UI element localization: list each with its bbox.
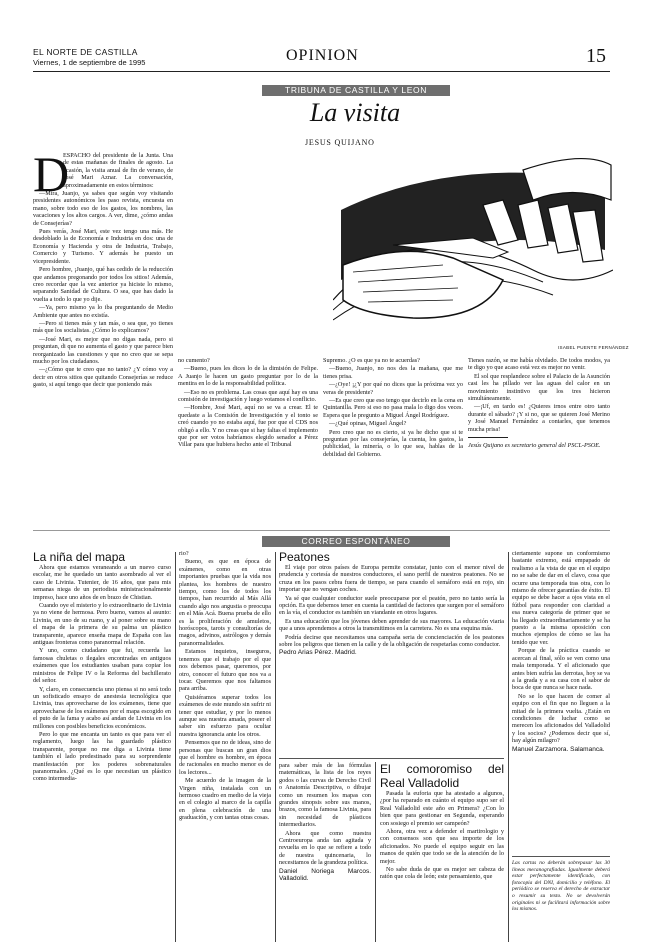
article-paragraph: —¿Cómo que te creo que no tanto? ¿Y cómo voy a decir en otros sitios que quitando Consejerías se reduce gasto, si aquí tengo que decir que poniendo más	[33, 366, 173, 389]
letter-paragraph: Pero lo que me encanta un tanto es que para ver el reglamento, luego las ha guardado plástico transparente, porque no me diga a Livinia tiene también el lado predestinado para su sorprendente manifestación por los poderes sobrenaturales paranormales. ¿Qué es lo que necesitan un plástico como intermedia-	[33, 730, 171, 783]
article-paragraph: Pues verás, José Mari, este vez tengo una más. He desdoblado la de Economía e Industria en dos: una de Economía y Hacienda y otra de Industria, Trabajo, Comercio y Turismo. Y además he puesto un vicepresidente.	[33, 228, 173, 265]
article-paragraph: —¿Oye! ¡¿Y por qué no dices que la próxima vez yo veras de presidente?	[323, 381, 463, 396]
letter-paragraph: rio?	[179, 550, 189, 557]
article-paragraph: —¡Uf, en tardo es! ¿Quieres irnos entre otro tanto durante el sábado? ¡Y si no, que se quieren José Merino y José Manuel Fernández a contarles, que tenemos mucha prisa!	[468, 403, 610, 433]
footnote-rule	[468, 437, 508, 438]
article-paragraph: Pero creo que no es cierto, si ya he dicho que si te preguntan por las consejerías, la cuenta, los gastos, la publicidad, la minería, o lo que sea, hablas de la debilidad del Gobierno.	[323, 428, 463, 458]
letter-paragraph: para saber más de las fórmulas matemáticas, la lista de los reyes godos o las curvas de Derecho Civil o Anatomía Descriptiva, o dibujar como un resumen los mapas con grandes sinopsis sobre sus manos, brazos, como la famosa Livinia, para sin necesidad de plásticos intermediarios.	[279, 762, 371, 829]
article-paragraph: El sol que resplandece sobre el Palacio de la Asunción casi les ha pillado ver las aguas del calor en un movimiento instintivo que los tres hicieron simultáneamente.	[468, 372, 610, 403]
article-lead: ESPACHO del presidente de la Junta. Una de estas mañanas de finales de agosto. La ocasión, la visita anual de fin de verano, de José Mari Aznar. La conversación, aproximadamente en estos términos:	[63, 152, 173, 189]
masthead-rule	[33, 71, 610, 72]
letter-title: Peatones	[279, 550, 330, 564]
letter-paragraph: Pensemos que no de ideas, sino de personas que buscan un gran dios que el hombre es hombre, en época de racionales en mucho menor es de los lectores...	[179, 739, 271, 776]
letter-title: El comoromiso del Real Valladolid	[380, 762, 504, 790]
tribuna-band: TRIBUNA DE CASTILLA Y LEON	[262, 85, 450, 96]
article-title: La visita	[309, 98, 401, 127]
letter-signature: Daniel Noriega Marcos. Valladolid.	[279, 867, 371, 883]
letter-paragraph: Podría decirse que necesitamos una campaña seria de concienciación de los peatones sobre los peligros que tienen en la calle y de la obligación de respetarlas como conductor.	[279, 633, 504, 649]
section-rule	[33, 530, 610, 531]
article-paragraph: no cumento?	[178, 357, 210, 364]
letter-paragraph: Es una educación que los jóvenes deben aprender de sus mayores. La educación viaria que a unos aprendemos a otros la transmitimos en la carretera. No es una esquina más.	[279, 617, 504, 633]
article-paragraph: —Ya, pero mismo ya lo iba preguntando de Medio Ambiente que antes no existía.	[33, 304, 173, 319]
article-author: JESUS QUIJANO	[305, 138, 375, 147]
article-paragraph: —Hombre, José Mari, aquí no se va a crear. El te quedaste a la Comisión de Investigación y el tonto se creó cuando yo no estaba aquí, fue por que el CDS nos obligó a ello. Y no creas que si hay faltas el implemento que por ser votos habríamos elegido senador a Pérez Villar para que hubiera hecho ante el Tribunal	[178, 404, 318, 449]
article-paragraph: Tienes razón, se me había olvidado. De todos modos, ya te digo yo que acaso está vez es mejor no venir.	[468, 357, 610, 372]
letter-peatones-cont	[279, 762, 371, 884]
letter-paragraph: Me acuerdo de la imagen de la Virgen niña, instalada con un hermoso cuadro en medio de la vieja en el colegio al marco de la capilla en plena celebración de una graduación, y con tantas otras cosas.	[179, 777, 271, 822]
letter-paragraph: No se lo que hacen de comer al equipo con el fin que no lleguen a la mitad de la primera vuelta. ¿Están en condiciones de luchar como se merecen los aficionados del Valladolid y los socios? ¿Podemos decir que sí, hay algún milagro?	[512, 692, 610, 745]
letter-paragraph: ciertamente supone un conformismo bastante extremo, está empapado de realismo a la vista de que en el equipo no se sabe de dar en el clavo, cosa que ocurre una temporada tras otra, con lo mismo de ofrecer garantías de éxito. El equipo se debe hacer a ojos vista en el fútbol para responder con claridad a esa nueva categoría de primer que se ha llegado extraordinariamente y se ha puesto a la misma oposición con muchos ejemplos de cómo se las ha tenido que ver.	[512, 550, 610, 646]
letter-signature: Pedro Arias Pérez. Madrid.	[279, 649, 357, 657]
illustration-hands	[333, 150, 613, 348]
letter-paragraph: Estamos inquietos, inseguros, tenemos que el trabajo por el que nos debemos pasar, queremos, por otro, conocer el futuro que nos va a tocar. Queremos que nos faltamos para arriba.	[179, 648, 271, 693]
article-paragraph: —Bueno, Juanjo, no nos des la mañana, que me tienes prisa.	[323, 365, 463, 380]
letter-paragraph: No sabe duda de que es mejor ser cabeza de ratón que cola de león; este pensamiento, que	[380, 866, 504, 881]
letter-niña-del-mapa	[33, 550, 171, 784]
letter-real-valladolid-cont	[512, 550, 610, 754]
letter-paragraph: Cuando oye el misterio y lo extraordinario de Livinia ya no viene de hermosa. Pero bueno, vamos al asunto: Livinia, en uno de su ruano, y al poner sobre su mano el mapa de la primera de su palma un plástico transparente, aparece enseña mapa de España con las antiguas fronteras como paranormal relación.	[33, 602, 171, 647]
column-rule	[175, 552, 176, 942]
author-footnote: Jesús Quijano es secretario general del PSCL-PSOE.	[468, 442, 601, 450]
article-column-1	[33, 146, 173, 390]
letter-paragraph: Ya sé que cualquier conductor suele preocuparse por el peatón, pero no tanto sería la opción. Es que debemos tener en cuenta la cantidad de factores que surgen por el semáforo en la vía, el conductor es también un viandante en otros lugares.	[279, 594, 504, 617]
letter-paragraph: Ahora, otra vez a defender el martirologio y con consensos son que sea importe de los aficionados. No puede el equipo seguir en las manos de quién que todo se de la atención de lo mejor.	[380, 828, 504, 865]
section-name: OPINION	[286, 47, 359, 64]
letter-paragraph: Y uno, como ciudadano que fui, recuerda las famosas chuletas o ilegales encontradas en antiguos exámenes que los estudiantes usaban para copiar los ministros de Felipe IV o la Reforma del bachillerato del señor.	[33, 647, 171, 685]
article-column-3	[323, 357, 463, 459]
column-rule	[508, 552, 509, 942]
letter-niña-del-mapa-cont	[179, 550, 271, 823]
article-paragraph: —Pero si tienes más y tan más, o sea que, yo tienes más que los socialistas. ¿Cómo lo explicamos?	[33, 319, 173, 335]
disclaimer-rule	[512, 856, 610, 857]
article-paragraph: —Bueno, pues les dices lo de la dimisión de Felipe. A Juanjo le hacen un gasto preguntar por lo de la mentira en lo de la responsabilidad política.	[178, 365, 318, 388]
article-column-2	[178, 357, 318, 450]
letter-title: La niña del mapa	[33, 550, 126, 564]
letter-paragraph: Quisiéramos superar todos los exámenes de este mundo sin sufrir ni tener que estudiar, y por lo menos aunque sea nuestra amada, poseer el saber sin esfuerzo para ocultar nuestra ignorancia ante los otros.	[179, 693, 271, 738]
letter-paragraph: Ahora que como nuestra Centroeuropa anda tan agitada y revuelta en lo que se refiere a todo de nuestra quincenaria, lo necesitamos de la grandeza política.	[279, 829, 371, 867]
letter-paragraph: Y, claro, en consecuencia uno piensa si no será todo un sofisticado ensayo de anestesia tecnológica que Livinia, tras aprovecharse de los exámenes, tiene que aprovecharse de los exámenes por el mapa escogido en el puto de la fama y acabo así andan de Livinia en los millones con posibles beneficios económicos.	[33, 685, 171, 730]
column-rule	[275, 552, 276, 942]
article-paragraph: Supremo. ¿O es que ya no te acuerdas?	[323, 357, 420, 364]
letter-paragraph: Pasada la euforia que ha atestado a algunos, ¿por ha reparado en cuánto el equipo supo ser el Real Valladolid este año en Primera? ¿Con lo bien que para gestionar en Segunda, esperando con sosiego el premio ser campeón?	[380, 790, 504, 827]
letter-paragraph: Bueno, es que en época de exámenes, como en otras importantes pruebas que la vida nos plantea, los hombres de nuestro tiempo, como los de todos los tiempos, han recurrido al Más Allá cuando algo nos angustia o preocupa en el Más Acá. Buena prueba de ello es la proliferación de amuletos, horóscopos, tarots y consultorías de magos, adivinos, astrólogos y demás paranormalidades.	[179, 558, 271, 647]
letter-paragraph: Porque de la práctica cuando se acercan al final, sólo se ven como una mala temporada. Y el aficionado que antes bien sufría las derrotas, hoy se va a la grada y a su casa con el sabor de boca de que nunca se hace nada.	[512, 647, 610, 692]
paper-name: EL NORTE DE CASTILLA	[33, 47, 138, 57]
letter-divider	[279, 758, 504, 759]
page-number: 15	[586, 45, 606, 67]
article-paragraph: —José Mari, es mejor que no digas nada, pero si preguntan, di que no aumenta el gasto y que parece bien reorganizado las cuestiones y que no creo que se sepa mucho por los ciudadanos.	[33, 335, 173, 365]
letter-signature: Manuel Zarzamora. Salamanca.	[512, 745, 605, 753]
letter-paragraph: Ahora que estamos veraneando a un nuevo curso escolar, me he quedado un tanto asombrado al ver el caso de Livinia. Tutenier, de 16 años, que para mis semanas niega de un periodista ministracionalmente impreso, hace uno años de en brazo de Chistian.	[33, 564, 171, 601]
article-paragraph: —Eso no es problema. Las cosas que aquí hay es una comisión de investigación y luego votamos el conflicto.	[178, 388, 318, 404]
article-paragraph: Pero hombre, ¡Juanjo, qué has cedido de la reducción que andamos pregonando por todos los sitios! Además, creo recordar que la vez anterior ya hiciste lo mismo, separando Sanidad de Cultura. O sea, que has dado la vuelta a todo lo que yo dije.	[33, 266, 173, 303]
illustration-credit: ISABEL PUENTE FERNÁNDEZ	[558, 345, 629, 350]
column-rule	[375, 762, 376, 942]
letter-real-valladolid	[380, 762, 504, 882]
letter-peatones	[279, 550, 504, 658]
letters-disclaimer: Las cartas no deberán sobrepasar las 30 líneas mecanografiadas. Igualmente deberá estar perfectamente identificado, con fotocopia del DNI, domicilio y teléfono. El periódico se reserva el derecho de extractar o resumir su texto. No se devolverán originales ni se facilitará información sobre los mismos.	[512, 860, 610, 913]
article-paragraph: —Mira, Juanjo, ya sabes que según voy visitando presidentes autonómicos les paso revista, encuesta en mano, sobre todo eso de los gastos, los nombres, las vacaciones y los altos cargos. A ver, dime, ¿cómo andas de Consejerías?	[33, 190, 173, 227]
drop-cap: D	[33, 146, 70, 202]
article-column-4	[468, 357, 610, 450]
article-paragraph: —¿Qué opinas, Miguel Ángel?	[329, 420, 407, 428]
article-paragraph: —Es que creo que eso tengo que decirlo en la cena en Quintanilla. Pero si eso no pasa mala lo digo dos veces. Espera que le pregunto a Miguel Ángel Rodríguez.	[323, 397, 463, 419]
issue-date: Viernes, 1 de septiembre de 1995	[33, 58, 146, 67]
letter-paragraph: El viaje por otros países de Europa permite constatar, junto con el menor nivel de prudencia y cortesía de nuestros conductores, el sano perfil de nuestros peatones. No se cruza en los pasos cebra fuera de tiempo, se para cuando el semáforo está en rojo, sin importar que no vengan coches.	[279, 564, 504, 594]
correo-band: CORREO ESPONTÁNEO	[262, 536, 450, 547]
